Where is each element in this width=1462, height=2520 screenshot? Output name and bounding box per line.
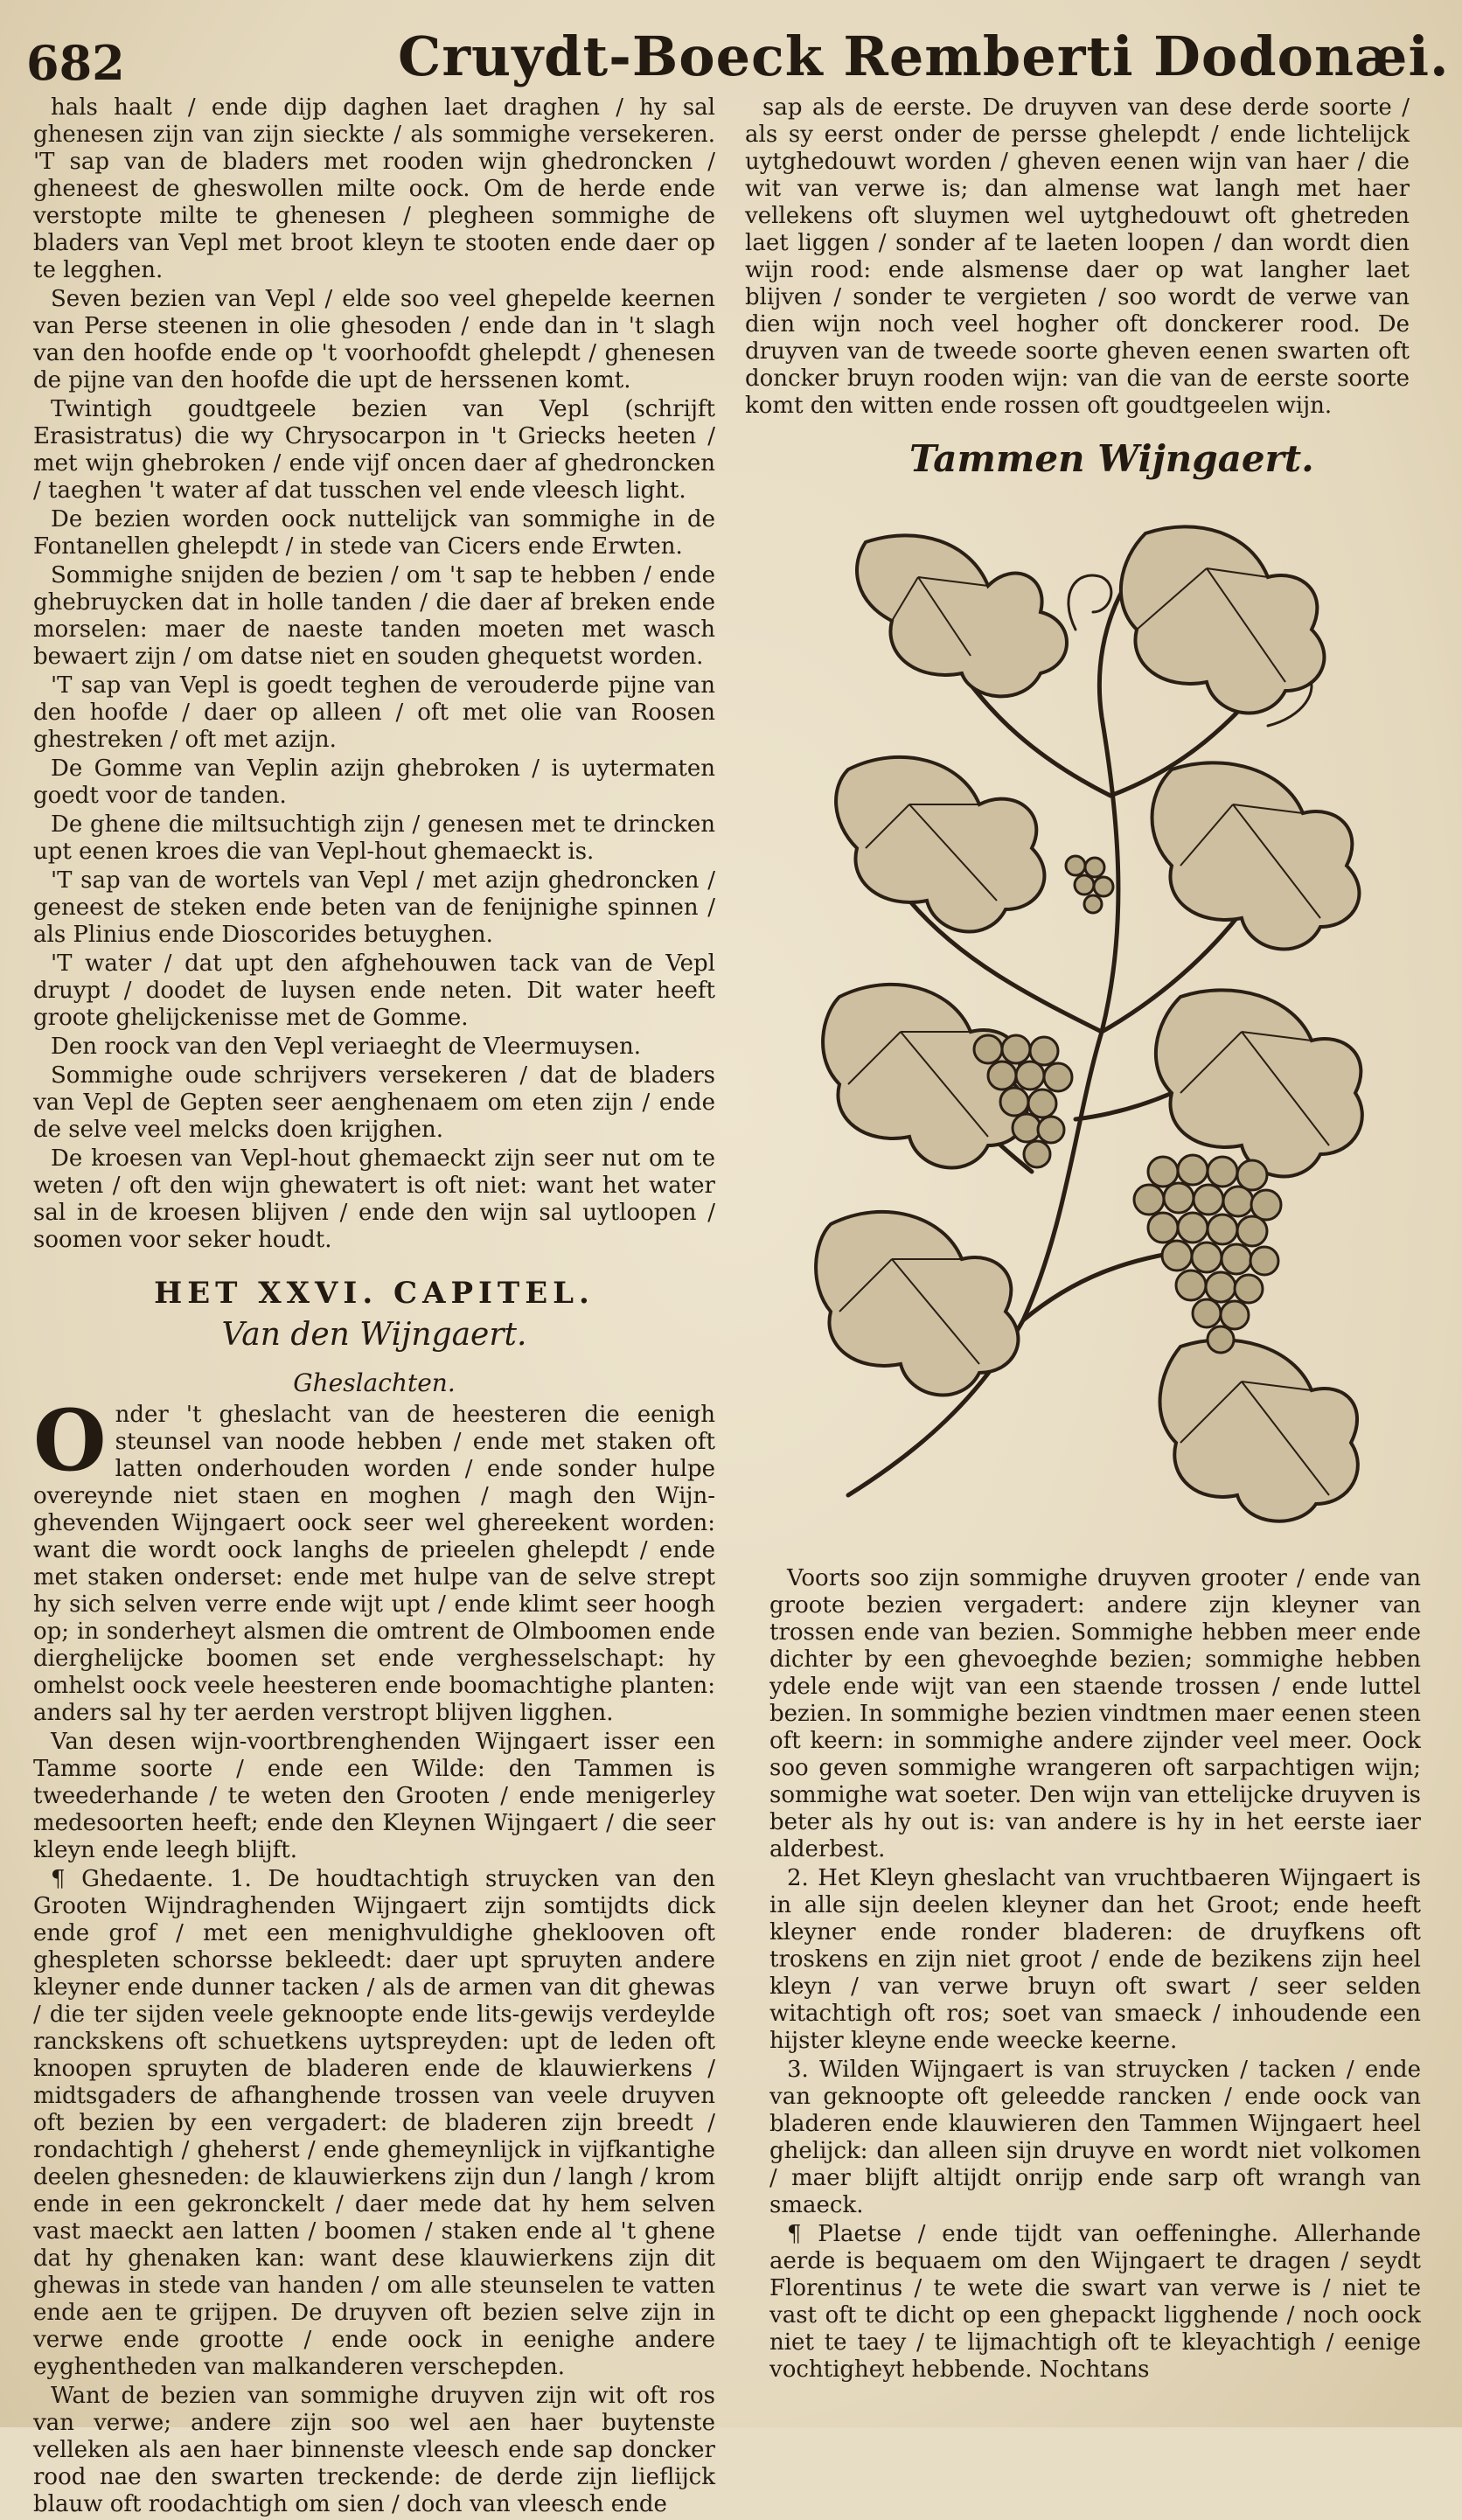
section-heading: Gheslachten. [293,1368,456,1397]
paragraph: 'T sap van de wortels van Vepl / met azijn ghedroncken / geneest de steken ende beten van de fenijnighe spinnen / als Plinius ende Dioscorides betuyghen. [33,867,715,948]
paragraph-with-dropcap [33,1391,715,1727]
paragraph: De bezien worden oock nuttelijck van sommighe in de Fontanellen ghelepdt / in stede van Cicers ende Erwten. [33,506,715,560]
paragraph: Twintigh goudtgeele bezien van Vepl (schrijft Erasistratus) die wy Chrysocarpon in 't Griecks heeten / met wijn ghebroken / ende vijf oncen daer af ghedroncken / taeghen 't water af dat tusschen vel ende vleesch light. [33,396,715,504]
paragraph: Sommighe oude schrijvers versekeren / dat de bladers van Vepl de Gepten seer aenghenaem om eten zijn / ende de selve veel melcks doen krijghen. [33,1062,715,1143]
running-title: Cruydt-Boeck Remberti Dodonæi. [398,24,1450,88]
drop-cap: O [33,1391,107,1490]
chapter-heading: HET XXVI. CAPITEL. [154,1276,595,1311]
paragraph: 'T water / dat upt den afghehouwen tack van de Vepl druypt / doodet de luysen ende neten. Dit water heeft groote ghelijckenisse met de Gomme. [33,950,715,1031]
left-column [33,94,715,2520]
paragraph: 'T sap van Vepl is goedt teghen de verouderde pijne van den hoofde / daer op alleen / oft met olie van Roosen ghestreken / oft met azijn. [33,672,715,753]
page-number: 682 [26,35,125,91]
right-column-top [745,94,1410,421]
paragraph: 3. Wilden Wijngaert is van struycken / tacken / ende van geknoopte oft geleedde rancken / ende oock van bladeren ende klauwieren den Tammen Wijngaert heel ghelijck: dan alleen sijn druyve en wordt niet volkomen / maer blijft altijdt onrijp ende sarp oft wrangh van smaeck. [769,2057,1421,2218]
paragraph-text: nder 't gheslacht van de heesteren die eenigh steunsel van noode hebben / ende met staken oft latten onderhouden worden / ende sonder hulpe overeynde niet staen en moghen / magh den Wijn-ghevenden Wijngaert oock seer wel ghereekent worden: want die wordt oock langhs de prieelen ghelepdt / ende met staken onderset: ende met hulpe van de selve strept hy sich selven verre ende wijt upt / ende klimt seer hoogh op; in sonderheyt alsmen die omtrent de Olmboomen ende dierghelijcke boomen set ende verghesselschapt: hy omhelst oock veele heesteren ende boomachtighe planten: anders sal hy ter aerden verstropt blijven ligghen. [33,1402,715,1726]
grape-cluster-small [1066,856,1113,913]
paragraph: Want de bezien van sommighe druyven zijn wit oft ros van verwe; andere zijn soo wel aen haer buytenste velleken als aen haer binnenste vleesch ende sap doncker rood nae den swarten treckende: de derde zijn lieflijck blauw oft roodachtigh om sien / doch van vleesch ende [33,2383,715,2517]
paragraph: Van desen wijn-voortbrenghenden Wijngaert isser een Tamme soorte / ende een Wilde: den Tammen is tweederhande / te weten den Grooten / ende menigerley medesoorten heeft; ende den Kleynen Wijngaert / die seer kleyn ende leegh blijft. [33,1729,715,1863]
chapter-subtitle: Van den Wijngaert. [221,1317,527,1353]
paragraph: 2. Het Kleyn gheslacht van vruchtbaeren Wijngaert is in alle sijn deelen kleyner dan het Groot; ende heeft kleyner ende ronder bladeren: de druyfkens oft troskens en zijn niet groot / ende de bezikens zijn heel kleyn / van verwe bruyn oft swart / seer selden witachtigh oft ros; soet van smaeck / inhoudende een hijster kleyne ende weecke keerne. [769,1865,1421,2054]
paragraph: De Gomme van Veplin azijn ghebroken / is uytermaten goedt voor de tanden. [33,755,715,809]
grapevine-woodcut [813,507,1373,1548]
paragraph: Den roock van den Vepl veriaeght de Vleermuysen. [51,1034,642,1060]
grape-cluster-right [1134,1155,1281,1353]
paragraph: ¶ Ghedaente. 1. De houdtachtigh struycken van den Grooten Wijndraghenden Wijngaert zijn somtijdts dick ende grof / met een menighvuldighe gheklooven oft ghespleten schorsse bekleedt: daer upt spruyten andere kleyner ende dunner tacken / als de armen van dit ghewas / die ter sijden veele geknoopte ende lits-gewijs verdeylde ranckskens oft schuetkens uytspreyden: upt de leden oft knoopen spruyten de bladeren ende de klauwierkens / midtsgaders de afhanghende trossen van veele druyven oft bezien by een vergadert: de bladeren zijn breedt / rondachtigh / gheherst / ende ghemeynlijck in vijfkantighe deelen ghesneden: de klauwierkens zijn dun / langh / krom ende in een gekronckelt / daer mede dat hy hem selven vast maeckt aen latten / boomen / staken ende al 't ghene dat hy ghenaken kan: want dese klauwierkens zijn dit ghewas in stede van handen / om alle steunselen te vatten ende aen te grijpen. De druyven oft bezien selve zijn in verwe ende grootte / ende oock in eenighe andere eyghentheden van malkanderen verschepden. [33,1866,715,2380]
paragraph: De kroesen van Vepl-hout ghemaeckt zijn seer nut om te weten / oft den wijn ghewatert is oft niet: want het water sal in de kroesen blijven / ende den wijn sal uytloopen / soomen voor seker houdt. [33,1145,715,1253]
paragraph: ¶ Plaetse / ende tijdt van oeffeninghe. Allerhande aerde is bequaem om den Wijngaert te dragen / seydt Florentinus / te wete die swart van verwe is / niet te vast oft te dicht op een ghepackt ligghende / noch oock niet te taey / te lijmachtigh oft te kleyachtigh / eenige vochtigheyt hebbende. Nochtans [769,2221,1421,2383]
paragraph: Sommighe snijden de bezien / om 't sap te hebben / ende ghebruycken dat in holle tanden / die daer af breken ende morselen: maer de naeste tanden moeten met wasch bewaert zijn / om datse niet en souden ghequetst worden. [33,562,715,670]
illustration-title: Tammen Wijngaert. [909,437,1314,480]
paragraph: Seven bezien van Vepl / elde soo veel ghepelde keernen van Perse steenen in olie ghesoden / ende dan in 't slagh van den hoofde ende op 't voorhoofdt ghelepdt / ghenesen de pijne van den hoofde die upt de herssenen komt. [33,286,715,393]
paragraph: De ghene die miltsuchtigh zijn / genesen met te drincken upt eenen kroes die van Vepl-hout ghemaeckt is. [33,811,715,865]
paragraph: hals haalt / ende dijp daghen laet draghen / hy sal ghenesen zijn van zijn sieckte / als sommighe versekeren. 'T sap van de bladers met rooden wijn ghedroncken / gheneest de gheswollen milte oock. Om de herde ende verstopte milte te ghenesen / plegheen sommighe de bladers van Vepl met broot kleyn te stooten ende daer op te legghen. [33,94,715,283]
paragraph: Voorts soo zijn sommighe druyven grooter / ende van groote bezien vergadert: andere zijn kleyner van trossen ende van bezien. Sommighe hebben meer ende dichter by een ghevoeghde bezien; sommighe hebben ydele ende wijt van een staende trossen / ende luttel bezien. In sommighe bezien vindtmen maer eenen steen oft keern: in sommighe andere zijnder veel meer. Oock soo geven sommighe wrangeren oft sarpachtigen wijn; sommighe wat soeter. Den wijn van ettelijcke druyven is beter als hy out is: van andere is hy in het eerste iaer alderbest. [769,1565,1421,1862]
paragraph: sap als de eerste. De druyven van dese derde soorte / als sy eerst onder de persse ghelepdt / ende lichtelijck uytghedouwt worden / gheven eenen wijn van haer / die wit van verwe is; dan almense wat langh met haer vellekens oft sluymen wel uytghedouwt oft ghetreden laet liggen / sonder af te laeten loopen / dan wordt dien wijn rood: ende alsmense daer op wat langher laet blijven / sonder te vergieten / soo wordt de verwe van dien wijn noch veel hogher oft donckerer rood. De druyven van de tweede soorte gheven eenen swarten oft doncker bruyn rooden wijn: van die van de eerste soorte komt den witten ende rossen oft goudtgeelen wijn. [745,94,1410,419]
right-column-bottom [769,1565,1421,2387]
